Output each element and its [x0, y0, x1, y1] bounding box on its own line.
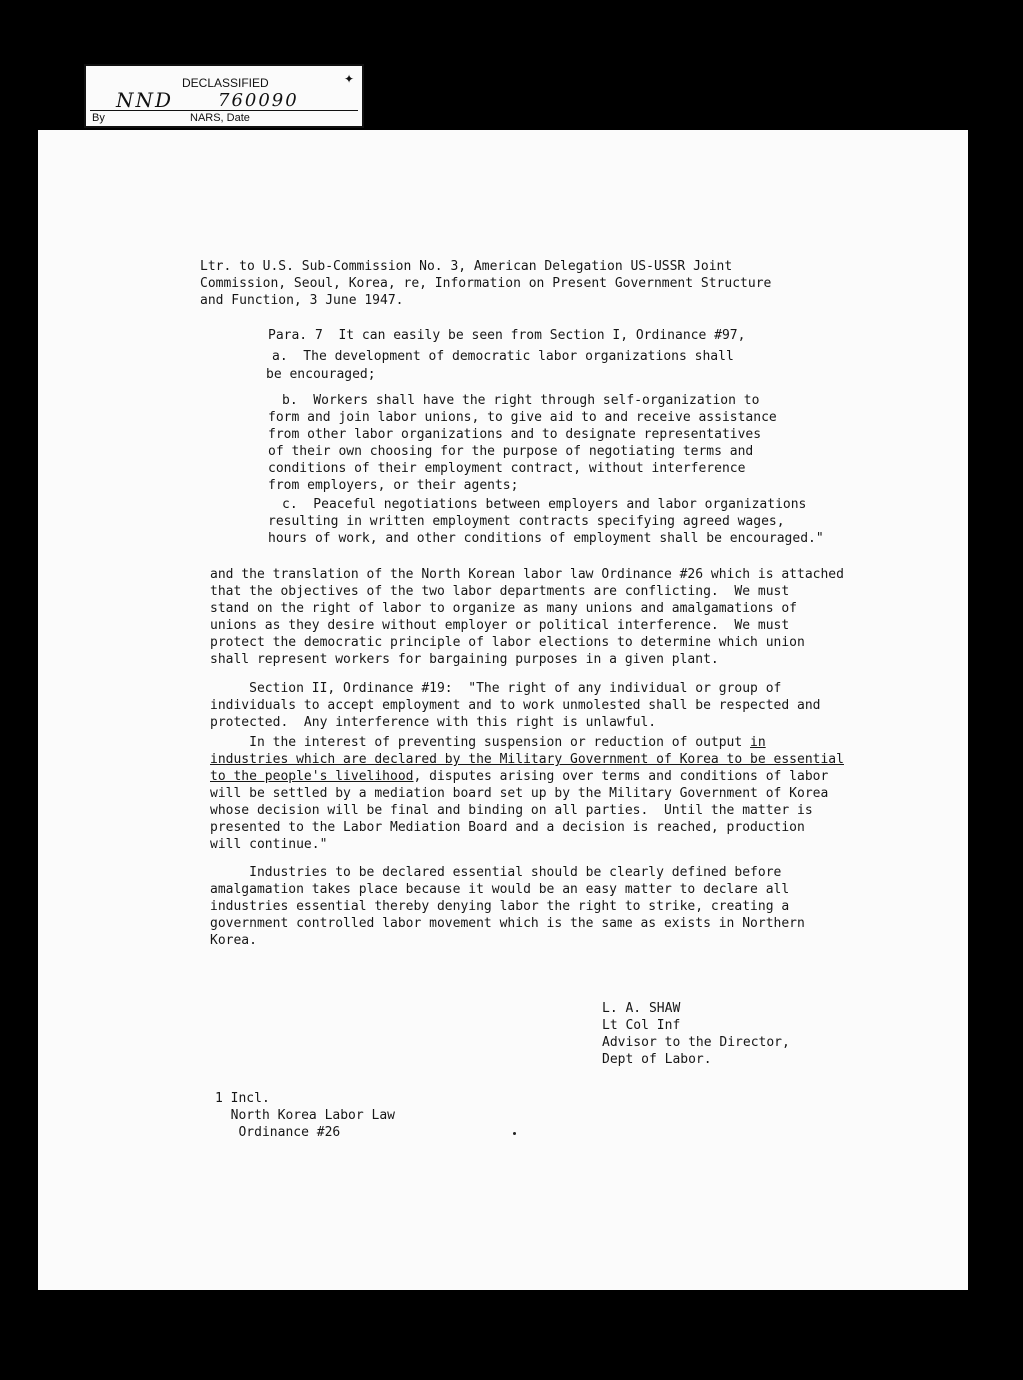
para7-intro: Para. 7 It can easily be seen from Section I, Ordinance #97, [268, 328, 746, 343]
stamp-nars-label: NARS, Date [190, 112, 250, 124]
item-a-line: a. The development of democratic labor organizations shall [272, 349, 734, 364]
inclosure-line: North Korea Labor Law [215, 1108, 396, 1123]
body-line: amalgamation takes place because it would be an easy matter to declare all [210, 882, 790, 897]
underlined-text: in [750, 735, 766, 750]
body-line: industries essential thereby denying labor the right to strike, creating a [210, 899, 790, 914]
stamp-authority-prefix: NND [116, 88, 174, 112]
item-c-line: c. Peaceful negotiations between employers and labor organizations [282, 497, 807, 512]
item-b-line: conditions of their employment contract, without interference [268, 461, 746, 476]
pen-mark-icon: ✦ [343, 72, 354, 86]
signature-title: Advisor to the Director, [602, 1035, 790, 1050]
heading-line: Ltr. to U.S. Sub-Commission No. 3, American Delegation US-USSR Joint [200, 259, 733, 274]
signature-dept: Dept of Labor. [602, 1052, 712, 1067]
body-line [210, 768, 828, 786]
body-line: unions as they desire without employer or political interference. We must [210, 618, 790, 633]
item-b-line: from other labor organizations and to designate representatives [268, 427, 762, 442]
body-line: that the objectives of the two labor departments are conflicting. We must [210, 584, 790, 599]
stamp-authority-number: 760090 [218, 90, 299, 111]
underlined-text: to the people's livelihood [210, 769, 414, 784]
body-line: will be settled by a mediation board set up by the Military Government of Korea [210, 786, 829, 801]
item-b-line: form and join labor unions, to give aid to and receive assistance [268, 410, 777, 425]
item-c-line: resulting in written employment contracts specifying agreed wages, [268, 514, 785, 529]
stamp-by-label: By [92, 112, 105, 124]
body-text: , disputes arising over terms and conditions of labor [413, 769, 829, 784]
underlined-text: industries which are declared by the Military Government of Korea to be essential [210, 752, 844, 767]
body-line: presented to the Labor Mediation Board and a decision is reached, production [210, 820, 805, 835]
signature-rank: Lt Col Inf [602, 1018, 681, 1033]
item-b-line: of their own choosing for the purpose of negotiating terms and [268, 444, 754, 459]
stamp-title: DECLASSIFIED [182, 76, 269, 90]
inclosure-line: Ordinance #26 [215, 1125, 341, 1140]
body-line: protect the democratic principle of labor elections to determine which union [210, 635, 805, 650]
paper-speck [513, 1132, 516, 1135]
body-line: government controlled labor movement which is the same as exists in Northern [210, 916, 805, 931]
signature-name: L. A. SHAW [602, 1001, 681, 1016]
body-line: will continue." [210, 837, 328, 852]
declassified-stamp [84, 64, 364, 128]
body-text: In the interest of preventing suspension or reduction of output [210, 735, 751, 750]
body-line: Industries to be declared essential should be clearly defined before [210, 865, 782, 880]
stamp-divider [90, 110, 358, 111]
body-line: Korea. [210, 933, 257, 948]
item-b-line: from employers, or their agents; [268, 478, 519, 493]
body-line [210, 751, 844, 769]
body-line: Section II, Ordinance #19: "The right of any individual or group of [210, 681, 782, 696]
heading-line: Commission, Seoul, Korea, re, Information on Present Government Structure [200, 276, 772, 291]
body-line [210, 734, 766, 752]
body-line: stand on the right of labor to organize as many unions and amalgamations of [210, 601, 797, 616]
body-line: and the translation of the North Korean labor law Ordinance #26 which is attached [210, 567, 844, 582]
inclosure-line: 1 Incl. [215, 1091, 270, 1106]
body-line: protected. Any interference with this right is unlawful. [210, 715, 657, 730]
body-line: whose decision will be final and binding on all parties. Until the matter is [210, 803, 813, 818]
item-b-line: b. Workers shall have the right through self-organization to [282, 393, 760, 408]
heading-line: and Function, 3 June 1947. [200, 293, 404, 308]
item-a-line: be encouraged; [266, 367, 376, 382]
body-line: individuals to accept employment and to work unmolested shall be respected and [210, 698, 821, 713]
body-line: shall represent workers for bargaining purposes in a given plant. [210, 652, 719, 667]
item-c-line: hours of work, and other conditions of employment shall be encouraged." [268, 531, 824, 546]
